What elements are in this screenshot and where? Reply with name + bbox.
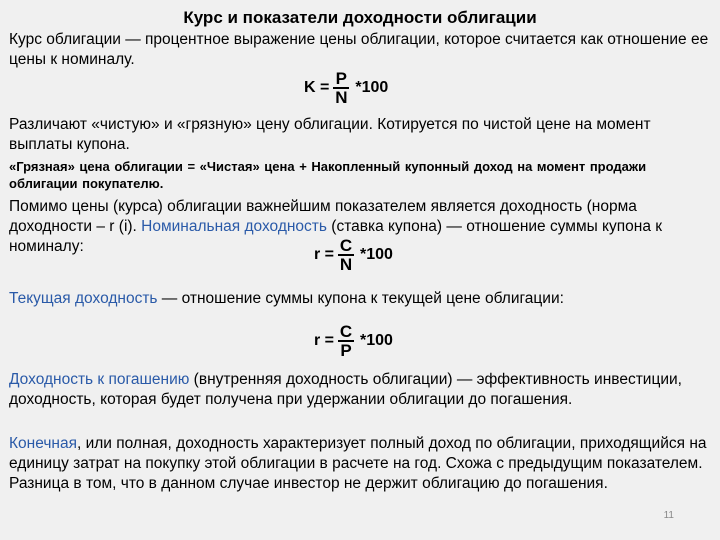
- yield-intro-text: Помимо цены (курса) облигации важнейшим показателем является доходность (норма доходности – r (i).: [9, 198, 637, 235]
- formula-nominal-denominator: N: [339, 255, 353, 274]
- formula-current-denominator: P: [340, 341, 352, 360]
- page-number: 11: [663, 510, 674, 521]
- link-yield-to-maturity[interactable]: Доходность к погашению: [9, 371, 190, 388]
- formula-current-yield: [314, 323, 393, 359]
- formula-course-fraction: [333, 70, 349, 106]
- formula-nominal-multiplier: *100: [360, 246, 393, 263]
- formula-course-multiplier: *100: [355, 79, 389, 96]
- paragraph-current-yield: [9, 289, 709, 309]
- formula-nominal-numerator: C: [339, 236, 353, 255]
- link-current-yield[interactable]: Текущая доходность: [9, 290, 158, 307]
- formula-current-fraction: [338, 323, 354, 359]
- formula-current-multiplier: *100: [360, 332, 393, 349]
- link-nominal-yield[interactable]: Номинальная доходность: [141, 218, 327, 235]
- formula-nominal-yield: [314, 237, 393, 273]
- paragraph-final-yield: [9, 434, 709, 494]
- formula-nominal-fraction: [338, 237, 354, 273]
- link-final-yield[interactable]: Конечная: [9, 435, 77, 452]
- slide-title: Курс и показатели доходности облигации: [183, 8, 537, 27]
- paragraph-yield-to-maturity: [9, 370, 709, 410]
- formula-course-denominator: N: [335, 88, 348, 107]
- formula-course: [304, 70, 388, 106]
- formula-course-lhs: K =: [304, 79, 330, 96]
- yield-intro-text-tail: (ставка купона) — отношение суммы купона к номиналу:: [9, 218, 663, 255]
- paragraph-dirty-price-formula: «Грязная» цена облигации = «Чистая» цена + Накопленный купонный доход на момент продажи облигации покупателю.: [9, 159, 647, 191]
- yield-to-maturity-text: (внутренняя доходность облигации) — эффективность инвестиции, доходность, которая будет получена при удержании облигации до погашения.: [9, 371, 682, 408]
- current-yield-text: — отношение суммы купона к текущей цене облигации:: [157, 290, 564, 307]
- final-yield-text: , или полная, доходность характеризует полный доход по облигации, приходящийся на единицу затрат на покупку этой облигации в расчете на год. Схожа с предыдущим показателем. Разница в том, что в данном случае инвестор не держит облигацию до погашения.: [9, 435, 707, 492]
- formula-course-numerator: P: [335, 69, 348, 88]
- formula-current-lhs: r =: [314, 332, 335, 349]
- formula-nominal-lhs: r =: [314, 246, 335, 263]
- paragraph-course-definition: Курс облигации — процентное выражение цены облигации, которое считается как отношение ее цены к номиналу.: [9, 31, 709, 68]
- formula-current-numerator: C: [339, 322, 353, 341]
- paragraph-clean-dirty-price: Различают «чистую» и «грязную» цену облигации. Котируется по чистой цене на момент выплаты купона.: [9, 116, 651, 153]
